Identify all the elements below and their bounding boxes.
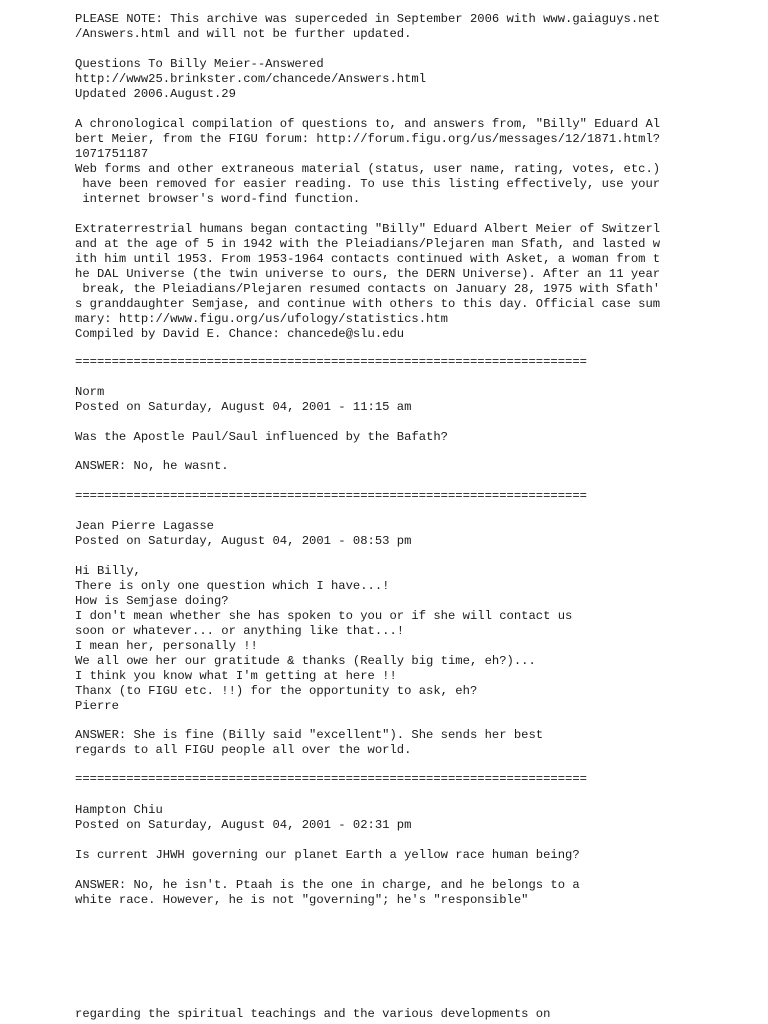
post-2-line-9: Thanx (to FIGU etc. !!) for the opportunity to ask, eh? (75, 684, 478, 698)
source-url: http://www25.brinkster.com/chancede/Answers.html (75, 72, 427, 86)
post-2-line-5: soon or whatever... or anything like that...! (75, 624, 405, 638)
post-1-answer: ANSWER: No, he wasnt. (75, 459, 229, 473)
post-2-line-7: We all owe her our gratitude & thanks (Really big time, eh?)... (75, 654, 536, 668)
post-1-question: Was the Apostle Paul/Saul influenced by the Bafath? (75, 430, 448, 444)
separator-2: ====================================================================== (75, 489, 587, 503)
intro-line-5: have been removed for easier reading. To use this listing effectively, use your (75, 177, 661, 191)
archive-notice-line-2: /Answers.html and will not be further updated. (75, 27, 412, 41)
post-1-date: Posted on Saturday, August 04, 2001 - 11:15 am (75, 400, 412, 414)
background-line-5: break, the Pleiadians/Plejaren resumed contacts on January 28, 1975 with Sfath' (75, 282, 661, 296)
archive-notice-line-1: PLEASE NOTE: This archive was superceded in September 2006 with www.gaiaguys.net (75, 12, 661, 26)
separator-1: ====================================================================== (75, 355, 587, 369)
post-2-answer-line-1: ANSWER: She is fine (Billy said "excellent"). She sends her best (75, 728, 544, 742)
updated-date: Updated 2006.August.29 (75, 87, 236, 101)
background-line-1: Extraterrestrial humans began contacting "Billy" Eduard Albert Meier of Switzerl (75, 222, 661, 236)
post-2-author: Jean Pierre Lagasse (75, 519, 214, 533)
post-2-date: Posted on Saturday, August 04, 2001 - 08:53 pm (75, 534, 412, 548)
background-line-7: mary: http://www.figu.org/us/ufology/statistics.htm (75, 312, 448, 326)
document-title: Questions To Billy Meier--Answered (75, 57, 324, 71)
intro-line-1: A chronological compilation of questions to, and answers from, "Billy" Eduard Al (75, 117, 661, 131)
post-3-date: Posted on Saturday, August 04, 2001 - 02:31 pm (75, 818, 412, 832)
background-line-4: he DAL Universe (the twin universe to ours, the DERN Universe). After an 11 year (75, 267, 661, 281)
post-2-line-8: I think you know what I'm getting at here !! (75, 669, 397, 683)
post-3-author: Hampton Chiu (75, 803, 163, 817)
post-3-question: Is current JHWH governing our planet Earth a yellow race human being? (75, 848, 580, 862)
intro-line-3: 1071751187 (75, 147, 149, 161)
post-3-answer-line-1: ANSWER: No, he isn't. Ptaah is the one in charge, and he belongs to a (75, 878, 580, 892)
compiler-credit: Compiled by David E. Chance: chancede@slu.edu (75, 327, 405, 341)
background-line-3: ith him until 1953. From 1953-1964 contacts continued with Asket, a woman from t (75, 252, 661, 266)
intro-line-4: Web forms and other extraneous material (status, user name, rating, votes, etc.) (75, 162, 661, 176)
intro-line-2: bert Meier, from the FIGU forum: http://forum.figu.org/us/messages/12/1871.html? (75, 132, 661, 146)
post-2-signature: Pierre (75, 699, 119, 713)
post-1-author: Norm (75, 385, 105, 399)
intro-line-6: internet browser's word-find function. (75, 192, 361, 206)
background-line-2: and at the age of 5 in 1942 with the Pleiadians/Plejaren man Sfath, and lasted w (75, 237, 661, 251)
separator-3: ====================================================================== (75, 772, 587, 786)
background-line-6: s granddaughter Semjase, and continue with others to this day. Official case sum (75, 297, 661, 311)
post-2-answer-line-2: regards to all FIGU people all over the world. (75, 743, 412, 757)
post-2-line-2: There is only one question which I have...! (75, 579, 390, 593)
post-2-line-4: I don't mean whether she has spoken to you or if she will contact us (75, 609, 573, 623)
post-2-line-6: I mean her, personally !! (75, 639, 258, 653)
post-3-answer-continued: regarding the spiritual teachings and the various developments on (75, 1007, 551, 1021)
post-3-answer-line-2: white race. However, he is not "governing"; he's "responsible" (75, 893, 529, 907)
post-2-line-3: How is Semjase doing? (75, 594, 229, 608)
post-2-line-1: Hi Billy, (75, 564, 141, 578)
